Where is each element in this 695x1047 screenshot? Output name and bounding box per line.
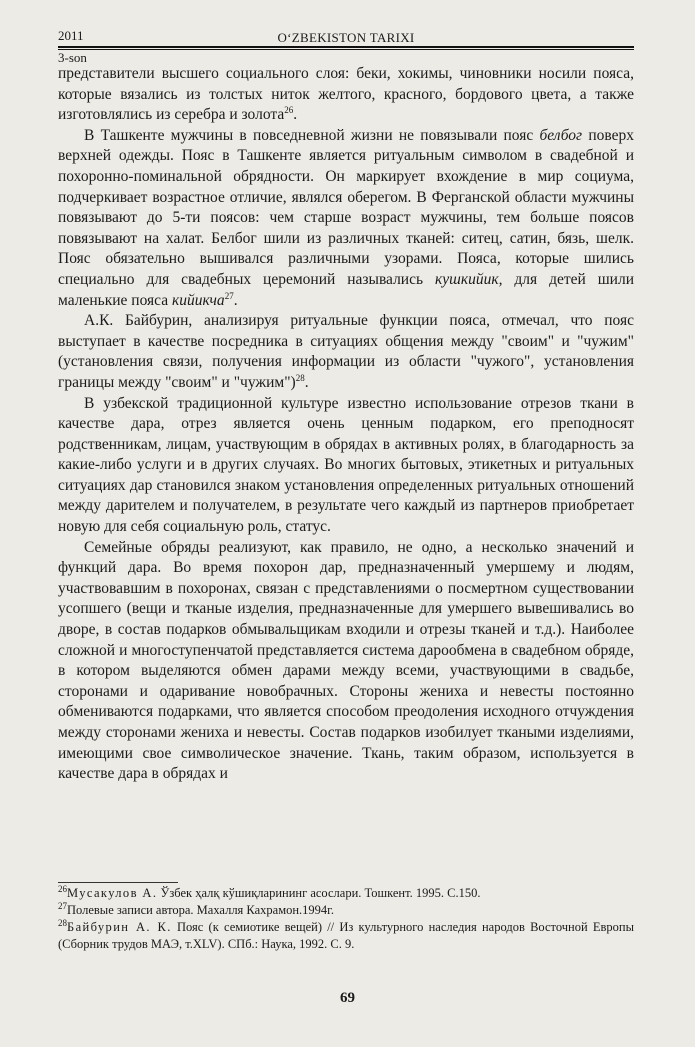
running-header [58,26,634,50]
footnote-28: $^{28}$Байбурин А. К. Пояс (к семиотике вещей) // Из культурного наследия народов Восточной Европы (Сборник трудов МАЭ, т.XLV). СПб.: Наука, 1992. С. 9. [58,917,634,951]
header-rule [58,46,634,50]
article-body [58,64,634,785]
term-kiyikcha: кийикча [171,291,225,309]
issue-number: 3-son [58,50,87,65]
footnote-separator [58,882,178,883]
paragraph-3: А.К. Байбурин, анализируя ритуальные функции пояса, отмечал, что пояс выступает в качестве посредника в ситуациях общения между "своим" и "чужим" (установления связи, получения информации из области "чужого", установления границы между "своим" и "чужим")$^{28}$. [58,312,634,391]
footnote-ref-27: 27 [224,290,234,301]
term-kushkiyik: кушкийик, [435,270,503,288]
footnote-26: $^{26}$Мусакулов А. Ўзбек ҳалқ кўшиқларининг асослари. Тошкент. 1995. С.150. [58,883,481,900]
header-year: 2011 [58,28,84,43]
paragraph-2: В Ташкенте мужчины в повседневной жизни не повязывали пояс белбог поверх верхней одежды. Пояс в Ташкенте является ритуальным символом в свадебной и похоронно-поминальной обрядности. Он маркирует вхождение в мир социума, подчеркивает возрастное отличие, являлся оберегом. В Ферганской области мужчины повязывают до 5-ти поясов: чем старше возраст мужчины, тем больше поясов повязывают на халат. Белбог шили из различных тканей: ситец, сатин, бязь, шелк. Пояс обязательно вышивался различными узорами. Пояса, которые шились специально для свадебных церемоний назывались кушкийик, для детей шили маленькие пояса кийикча$^{27}$. [58,126,634,309]
paragraph-4: В узбекской традиционной культуре известно использование отрезов ткани в качестве дара, отрез является очень ценным подарком, его преподносят родственникам, лицам, участвующим в обрядах в активных ролях, в благодарность за какие-либо услуги и в других случаях. Во многих бытовых, этикетных и ритуальных ситуациях дар становился знаком установления определенных ритуальных отношений между дарителем и получателем, в результате чего каждый из партнеров приобретает новую для себя социальную роль, статус. [58,394,634,536]
term-belbog: белбог [539,126,583,144]
footnote-27: $^{27}$Полевые записи автора. Махалля Кахрамон.1994г. [58,900,335,917]
journal-title: O‘ZBEKISTON TARIXI [277,30,415,45]
footnote-ref-28: 28 [295,372,305,383]
footnote-ref-26: 26 [284,105,294,116]
page-number: 69 [340,990,355,1006]
paragraph-5: Семейные обряды реализуют, как правило, не одно, а несколько значений и функций дара. Во время похорон дар, предназначенный умершему и людям, участвовавшим в похоронах, связан с представлениями о посмертном существовании усопшего (вещи и тканые изделия, предназначенные для умершего вывешивались во дворе, в состав подарков обмывальщикам входили и отрезы тканей и т.д.). Наиболее сложной и многоступенчатой представляется система дарообмена в свадебном обряде, в котором выделяются обмен дарами между всеми, участвующими в свадьбе, сторонами и одаривание новобрачных. Стороны жениха и невесты постоянно обмениваются подарками, что является способом преодоления исходного отчуждения между сторонами жениха и невесты. Состав подарков изобилует ткаными изделиями, имеющими свое символическое значение. Ткань, таким образом, используется в качестве дара в обрядах и [58,538,634,783]
footnotes [58,882,634,953]
paragraph-1: представители высшего социального слоя: беки, хокимы, чиновники носили пояса, которые вязались из толстых ниток желтого, красного, бордового цвета, а также изготовлялись из серебра и золота$^{26}$. [58,65,634,124]
